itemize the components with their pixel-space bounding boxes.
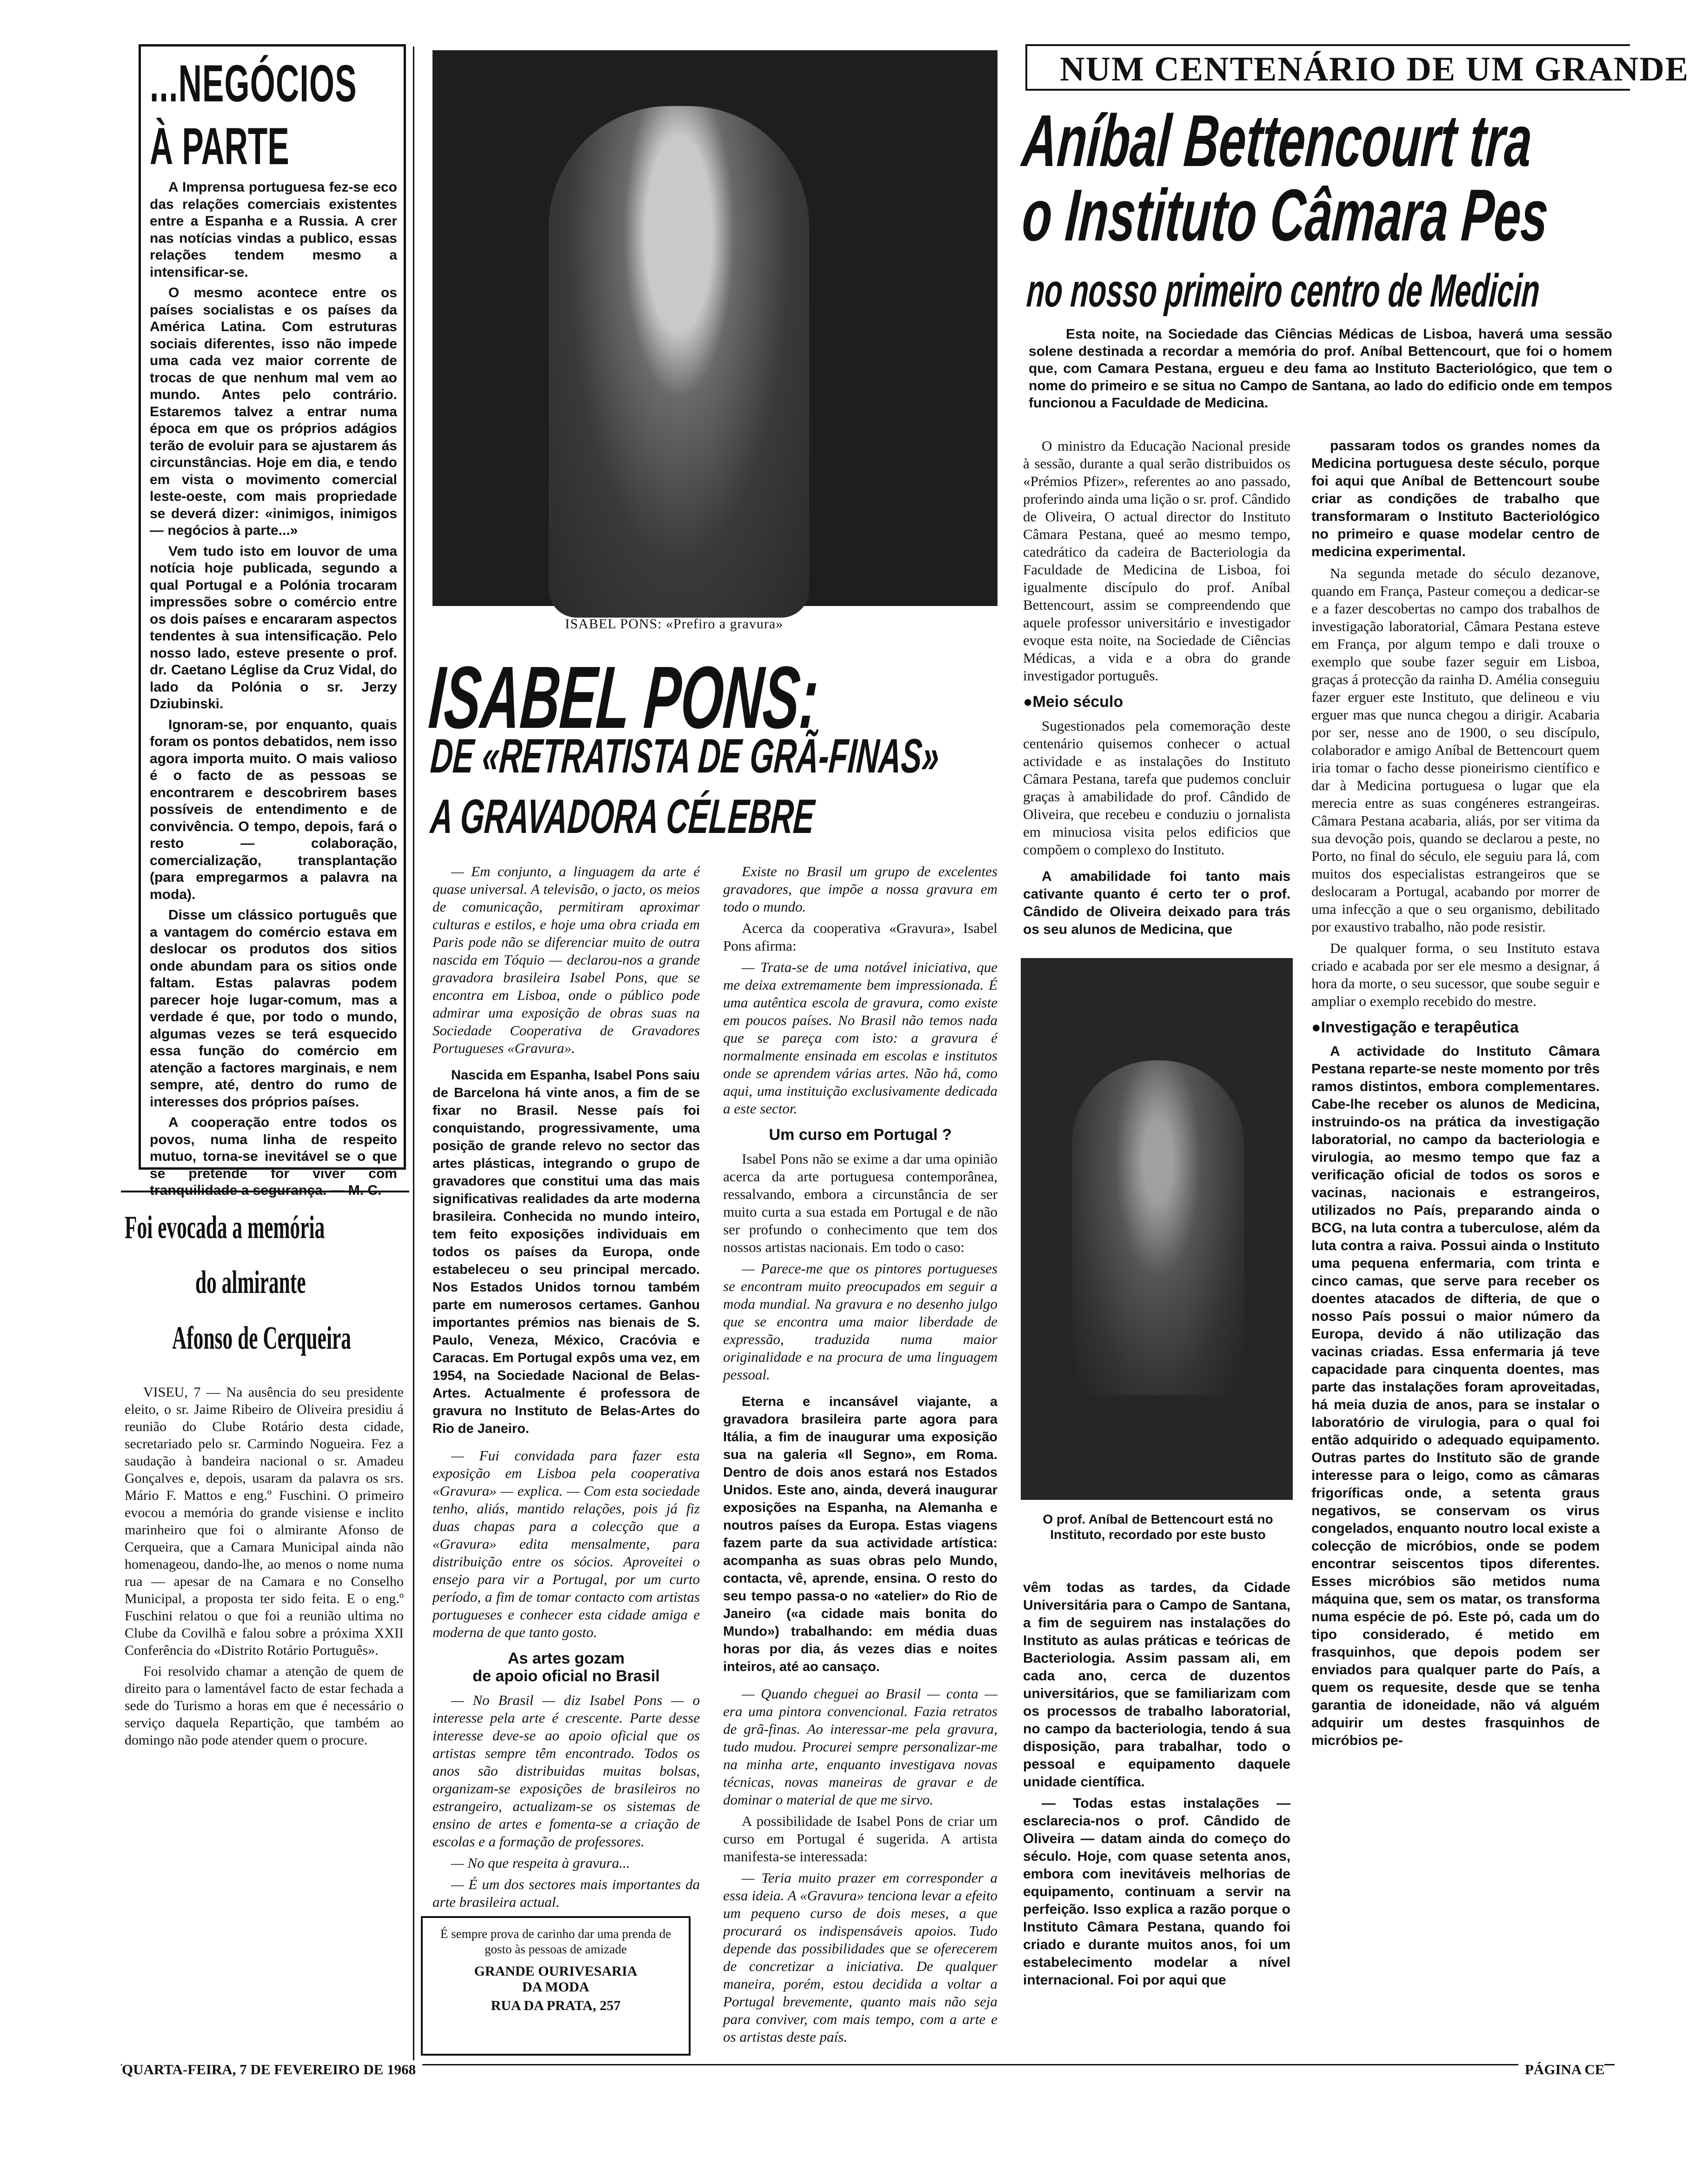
bettencourt-column-1 (1023, 437, 1290, 942)
bettencourt-subhead-meio-seculo: ● Meio século (1023, 693, 1290, 711)
pons-c2-p1: Existe no Brasil um grupo de excelentes gravadores, que impõe a nossa gravura em todo o mundo. (723, 863, 997, 915)
bettencourt-c1-p2: Sugestionados pela comemoração deste centenário quisemos conhecer o actual actividade e as instalações do Instituto Câmara Pestana, tarefa que pudemos concluir graças à amabilidade do prof. Cândido de Oliveira, que recebeu e conduziu o jornalista em minuciosa visita pelos edificios que compõem o complexo do Instituto. (1023, 718, 1290, 858)
pons-quote: — Fui convidada para fazer esta exposição em Lisboa pela cooperativa «Gravura» — explica. — Com esta sociedade tenho, aliás, mantido relações, pois já fiz duas chapas para a colecção que a «Gravura» edita mensalmente, para distribuição entre os sócios. Aproveitei o ensejo para vir a Portugal, por um curto período, a fim de tomar contacto com artistas portugueses e conhecer esta cidade amiga e moderna de que tanto gosto. (432, 1447, 700, 1640)
bettencourt-c1-bold3: — Todas estas instalações — esclarecia-nos o prof. Cândido de Oliveira — datam ainda do começo do século. Hoje, com quase setenta anos, embora com inevitáveis melhorias de equipamento, continuam a servir na perfeição. Isso explica a razão porque o Instituto Câmara Pestana, quando foi criado e durante muitos anos, foi um estabelecimento modelar a nível internacional. Foi por aqui que (1023, 1796, 1290, 1988)
ad-tagline: É sempre prova de carinho dar uma prenda de gosto às pessoas de amizade (440, 1927, 672, 1956)
bettencourt-kicker: NUM CENTENÁRIO DE UM GRANDE (1060, 50, 1689, 88)
column-rule-1 (413, 47, 414, 2060)
pons-headline-3: A GRAVADORA CÉLEBRE (429, 790, 816, 844)
bettencourt-c2-bold1: passaram todos os grandes nomes da Medicina portuguesa deste século, porque foi aqui que Aníbal de Bettencourt soube criar as condições de trabalho que transformaram o Instituto Bacteriológico no primeiro e quase modelar centro de medicina experimental. (1311, 438, 1600, 559)
negocios-title-1: ...NEGÓCIOS (150, 54, 357, 113)
bettencourt-bust-caption: O prof. Aníbal de Bettencourt está no Instituto, recordado por este busto (1043, 1512, 1273, 1542)
bettencourt-title-1: Aníbal Bettencourt tra (1019, 100, 1535, 182)
bettencourt-subhead-investigacao: ● Investigação e terapêutica (1311, 1019, 1600, 1036)
cerqueira-title-1: Foi evocada a memória (125, 1210, 325, 1245)
cerqueira-body (125, 1384, 404, 1752)
pons-headline-1: ISABEL PONS: (426, 648, 822, 747)
bettencourt-c2-p1: Na segunda metade do século dezanove, quando em França, Pasteur começou a dedicar-se e a fazer descobertas no campo dos trabalhos de investigação laboratorial, Câmara Pestana esteve em França, por algum tempo e dali trouxe o exemplo que soube fazer seguir em Lisboa, graças á protecção da rainha D. Amélia conseguiu fazer erguer este Instituto, que delineou e viu erguer mas que nunca chegou a dirigir. Acabaria por ser, nesse ano de 1900, o seu discípulo, colaborador e amigo Aníbal de Bettencourt quem iria tomar o facho desse pioneirismo científico e dar à Medicina portuguesa o lugar que ela merecia entre as suas congéneres estrangeiras. Câmara Pestana acabaria, aliás, por ser vitima da sua devoção pois, quando se declarou a peste, no Porto, no final do século, ele seguiu para lá, com muitos dos especialistas estrangeiros que se deslocaram a Portugal, acabando por morrer de uma infecção a que o seu organismo, debilitado por exaustivo trabalho, não pode resistir. (1311, 565, 1600, 935)
pons-c2-p4: Isabel Pons não se exime a dar uma opinião acerca da arte portuguesa contemporânea, ressalvando, embora a circunstância de ser muito curta a sua estada em Portugal e de não ser profundo o conhecimento que tem dos nossos artistas nacionais. Em todo o caso: (723, 1151, 997, 1255)
pons-headline-2: DE «RETRATISTA DE GRÃ-FINAS» (429, 729, 941, 783)
cerqueira-paragraph: VISEU, 7 — Na ausência do seu presidente eleito, o sr. Jaime Ribeiro de Oliveira presidiu á reunião do Clube Rotário desta cidade, secretariado pelo sr. Carmindo Nogueira. Fez a saudação à bandeira nacional o sr. Amadeu Gonçalves e, depois, usaram da palavra os srs. Mário F. Mattos e eng.º Fuschini. O primeiro evocou a memória do grande visiense e inclito marinheiro que foi o almirante Afonso de Cerqueira, que a Camara Municipal ainda não homenageou, dando-lhe, ao menos o nome numa rua — apesar de na Camara e no Conselho Municipal, a proposta ter sido feita. E o eng.º Fuschini relatou o que foi a reunião ultima no Clube da Covilhã e falou sobre a próxima XXII Conferência do «Distrito Rotário Português». (125, 1385, 404, 1658)
cerqueira-top-rule (121, 1191, 409, 1192)
footer-page-label: PÁGINA CE (1518, 2061, 1604, 2078)
cerqueira-title-3: Afonso de Cerqueira (172, 1320, 351, 1356)
pons-c2-p2: Acerca da cooperativa «Gravura», Isabel Pons afirma: (723, 920, 997, 954)
footer-date: QUARTA-FEIRA, 7 DE FEVEREIRO DE 1968 (122, 2061, 422, 2078)
portrait-figure-icon (549, 106, 809, 618)
bettencourt-c1-bold2: vêm todas as tardes, da Cidade Universitária para o Campo de Santana, a fim de seguirem nas instalações do Instituto as aulas práticas e teóricas de Bacteriologia. Assim passam ali, em cada ano, cerca de duzentos universitários, que se familiarizam com os processos de trabalho laboratorial, no campo da bacteriologia, tendo á sua disposição, para trabalhar, todo o pessoal e equipamento daquele unidade científica. (1023, 1580, 1290, 1790)
pons-c2-p3: — Trata-se de uma notável iniciativa, que me deixa extremamente bem impressionada. É uma autêntica escola de gravura, como existe em poucos países. No Brasil não temos nada que se pareça com isto: a gravura é normalmente ensinada em escolas e institutos onde se aprendem várias artes. Não há, como aqui, uma instituição exclusivamente dedicada a este sector. (723, 959, 997, 1117)
pons-subhead-apoio-1: As artes gozam (507, 1650, 625, 1667)
negocios-paragraph: Vem tudo isto em louvor de uma notícia hoje publicada, segundo a qual Portugal e a Polónia trocaram impressões sobre o comércio entre os dois países e encararam aspectos tendentes à sua intensificação. Pelo nosso lado, esteve presente o prof. dr. Caetano Léglise da Cruz Vidal, do lado da Polónia o sr. Jerzy Dziubinski. (150, 543, 397, 712)
negocios-title-2: À PARTE (150, 117, 289, 175)
bettencourt-kicker-box (1025, 44, 1689, 91)
pons-c2-p6: — Quando cheguei ao Brasil — conta — era uma pintora convencional. Fazia retratos de grã-finas. Ao interessar-me pela gravura, tudo mudou. Procurei sempre personalizar-me na minha arte, enquanto investigava novas técnicas, novas maneiras de gravar e de dominar o material de que me sirvo. (723, 1685, 997, 1808)
bettencourt-bust-photo (1021, 958, 1293, 1500)
bettencourt-column-2 (1311, 437, 1600, 1753)
pons-c2-travel: Eterna e incansável viajante, a gravadora brasileira parte agora para Itália, a fim de inaugurar uma exposição sua na galeria «Il Segno», em Roma. Dentro de dois anos estará nos Estados Unidos. Este ano, ainda, deverá inaugurar exposições na Espanha, na Alemanha e noutros países da Europa. Estas viagens fazem parte da sua actividade artística: acompanha as suas obras pelo Mundo, contacta, vê, aprende, ensina. O resto do seu tempo passa-o no «atelier» do Rio de Janeiro («a cidade mais bonita do Mundo») trabalhando: em média duas horas por dia, ás vezes dias e noites inteiros, até ao cansaço. (723, 1394, 997, 1674)
negocios-paragraph: A cooperação entre todos os povos, numa linha de respeito mutuo, torna-se inevitável se o que se pretende for viver com (150, 1115, 397, 1181)
pons-apoio-text: — No Brasil — diz Isabel Pons — o interesse pela arte é crescente. Parte desse interesse deve-se ao apoio oficial que os artistas sempre têm encontrado. Todos os anos são distribuidas muitas bolsas, organizam-se exposições de brasileiros no estrangeiro, actualizam-se os sistemas de ensino de artes e fomenta-se a criação de escolas e a formação de professores. (432, 1692, 700, 1850)
ad-box (421, 1916, 691, 2056)
pons-c2-p5: — Parece-me que os pintores portugueses se encontram muito preocupados em seguir a moda mundial. Na gravura e no desenho julgo que se encontra uma maior liberdade de expressão, traduzida numa maior originalidade e na procura de uma linguagem pessoal. (723, 1260, 997, 1383)
pons-bio: Nascida em Espanha, Isabel Pons saiu de Barcelona há vinte anos, a fim de se fixar no Brasil. Nesse país foi conquistando, progressivamente, uma posição de grande relevo no sector das artes plásticas, integrando o grupo de gravadores que constitui uma das mais significativas realidades da arte moderna brasileira. Conhecida no mundo inteiro, tem feito exposições individuais em todos os países da Europa, onde estabeleceu o seu principal mercado. Nos Estados Unidos tornou também parte em numerosos certames. Ganhou importantes prémios nas bienais de S. Paulo, Veneza, México, Cracóvia e Caracas. Em Portugal expôs uma vez, em 1954, na Sociedade Nacional de Belas-Artes. Actualmente é professora de gravura no Instituto de Belas-Artes do Rio de Janeiro. (432, 1068, 700, 1436)
pons-intro: — Em conjunto, a linguagem da arte é quase universal. A televisão, o jacto, os meios de comunicação, permitiram aproximar culturas e estilos, e hoje uma obra criada em Paris pode não se diferenciar muito de outra nascida em Tóquio — declarou-nos a grande gravadora brasileira Isabel Pons, que se encontra em Lisboa, onde o público pode admirar uma exposição de obras suas na Sociedade Cooperativa de Gravadores Portugueses «Gravura». (432, 863, 700, 1056)
pons-c2-p7: A possibilidade de Isabel Pons de criar um curso em Portugal é sugerida. A artista manifesta-se interessada: (723, 1813, 997, 1864)
bust-figure-icon (1072, 1060, 1244, 1395)
negocios-paragraph: O mesmo acontece entre os países socialistas e os países da América Latina. Com estruturas sociais diferentes, isso não impede uma cada vez maior corrente de trocas de que nenhum mal vem ao mundo. Antes pelo contrário. Estaremos talvez a entrar numa época em que os próprios adágios terão de evoluir para se ajustarem ás circunstâncias. Hoje em dia, e tendo em vista o movimento comercial leste-oeste, com mais propriedade se deverá dizer: «inimigos, inimigos — negócios à parte...» (150, 285, 397, 538)
bettencourt-c2-bold2: A actividade do Instituto Câmara Pestana reparte-se neste momento por três ramos distintos, embora complementares. Cabe-lhe receber os alunos de Medicina, instruindo-os na prática da investigação laboratorial, no campo da bacteriologia e virulogia, ao mesmo tempo que faz a verificação oficial de todos os soros e vacinas, nacionais e estrangeiros, utilizados no País, preparando ainda o BCG, na luta contra a tuberculose, além da luta contra a raiva. Possui ainda o Instituto uma pequena enfermaria, com trinta e cinco camas, que serve para receber os doentes atacados de difteria, de que o nosso País possui o maior número da Europa, devido á não utilização das vacinas criadas. Essa enfermaria já teve capacidade para cinquenta doentes, mas parte das instalações foram aproveitadas, há meia duzia de anos, para se instalar o laboratório de virulogia, para o qual foi então adquirido o adequado equipamento. Outras partes do Instituto são de grande interesse para o leigo, como as câmaras frigoríficas onde, a setenta graus negativos, se conservam os virus congelados, enquanto noutro local existe a colecção de micróbios, onde se podem encontrar seiscentos tipos diferentes. Esses micróbios são metidos numa máquina que, sem os matar, os transforma numa espécie de pó. Este pó, cada um do tipo considerado, é metido em frasquinhos, que depois podem ser enviados para qualquer parte do País, a quem os requesite, desde que se tenha garantia de idoneidade, não vá alguém adquirir um destes frasquinhos de micróbios pe- (1311, 1044, 1600, 1748)
pons-apoio-q3: — É um dos sectores mais importantes da arte brasileira actual. (432, 1876, 700, 1910)
pons-column-2 (723, 863, 997, 2050)
bettencourt-c1-bold1: A amabilidade foi tanto mais cativante quanto é certo ter o prof. Cândido de Oliveira deixado para trás os seu alunos de Medicina, que (1023, 869, 1290, 937)
pons-subhead-curso: Um curso em Portugal ? (769, 1126, 952, 1144)
negocios-paragraph: A Imprensa portuguesa fez-se eco das relações comerciais existentes entre a Espanha e a Russia. A crer nas notícias vindas a publico, essas relações tendem mesmo a intensificar-se. (150, 180, 397, 280)
cerqueira-title-2: do almirante (195, 1265, 306, 1300)
bettencourt-c1-p1: O ministro da Educação Nacional preside à sessão, durante a qual serão distribuidos os «Prémios Pfizer», referentes ao ano passado, proferindo ainda uma lição o sr. prof. Cândido de Oliveira, O actual director do Instituto Câmara Pestana, queé ao mesmo tempo, catedrático da cadeira de Bacteriologia da Faculdade de Medicina de Lisboa, foi igualmente discípulo do prof. Aníbal Bettencourt, assim se compreendendo que aquele professor universitário e investigador evoque esta noite, na Sociedade de Ciências Médicas, a vida e a obra do grande investigador português. (1023, 438, 1290, 684)
pons-c2-p8: — Teria muito prazer em corresponder a essa ideia. A «Gravura» tenciona levar a efeito um pequeno curso de dois meses, a que procurará os indispensáveis apoios. Tudo depende das possibilidades que se oferecerem de concretizar a iniciativa. De qualquer maneira, porém, estou decidida a voltar a Portugal brevemente, quanto mais não seja para conviver, com mais tempo, com a arte e os artistas deste país. (723, 1870, 997, 2045)
negocios-paragraph: Disse um clássico português que a vantagem do comércio estava em deslocar os produtos dos sitios onde abundam para os sitios onde faltam. Estas palavras podem parecer hoje lugar-comum, mas a verdade é que, por todo o mundo, algumas vezes se terá esquecido essa função do comércio em atenção a factores marginais, e nem sempre, até, dentro do rumo de interesses dos próprios países. (150, 907, 397, 1110)
bettencourt-lead: Esta noite, na Sociedade das Ciências Médicas de Lisboa, haverá uma sessão solene destinada a recordar a memória do prof. Aníbal Bettencourt, que foi o homem que, com Camara Pestana, ergueu e deu fama ao Instituto Bacteriológico, que tem o nome do primeiro e se situa no Campo de Santana, ao lado do edificio onde em tempos funcionou a Faculdade de Medicina. (1029, 326, 1612, 411)
ad-address: RUA DA PRATA, 257 (491, 1998, 621, 2013)
pons-column-1 (432, 863, 700, 1915)
pons-subhead-apoio-2: de apoio oficial no Brasil (472, 1667, 660, 1685)
cerqueira-paragraph: Foi resolvido chamar a atenção de quem de direito para o lamentável facto de estar fechada a sede do Turismo a horas em que é necessário o serviço daquela Repartição, que também ao domingo não pode atender quem o procure. (125, 1664, 404, 1748)
negocios-body (150, 179, 397, 1203)
pons-apoio-q2: — No que respeita à gravura... (451, 1855, 630, 1871)
ad-shop-name-2: DA MODA (522, 1979, 590, 1995)
bettencourt-c2-p2: De qualquer forma, o seu Instituto estava criado e acabada por ser ele mesmo a designar, á hora da morte, o seu sucessor, que soube seguir e ampliar o exemplo recebido do mestre. (1311, 940, 1600, 1009)
negocios-paragraph: Ignoram-se, por enquanto, quais foram os pontos debatidos, nem isso agora importa muito. O mais valioso é o facto de as pessoas se encontrarem e descobrirem bases possíveis de entendimento e de convivência. O tempo, depois, fará o resto — colaboração, comercialização, transplantação (para empregarmos a palavra na moda). (150, 717, 397, 902)
bettencourt-subtitle: no nosso primeiro centro de Medicin (1025, 265, 1542, 317)
ad-shop-name-1: GRANDE OURIVESARIA (474, 1964, 638, 1979)
bettencourt-title-2: o Instituto Câmara Pes (1019, 174, 1551, 256)
isabel-pons-photo-caption: ISABEL PONS: «Prefiro a gravura» (565, 616, 784, 632)
isabel-pons-photo (432, 50, 997, 606)
bettencourt-column-1-continued (1023, 1579, 1290, 1993)
